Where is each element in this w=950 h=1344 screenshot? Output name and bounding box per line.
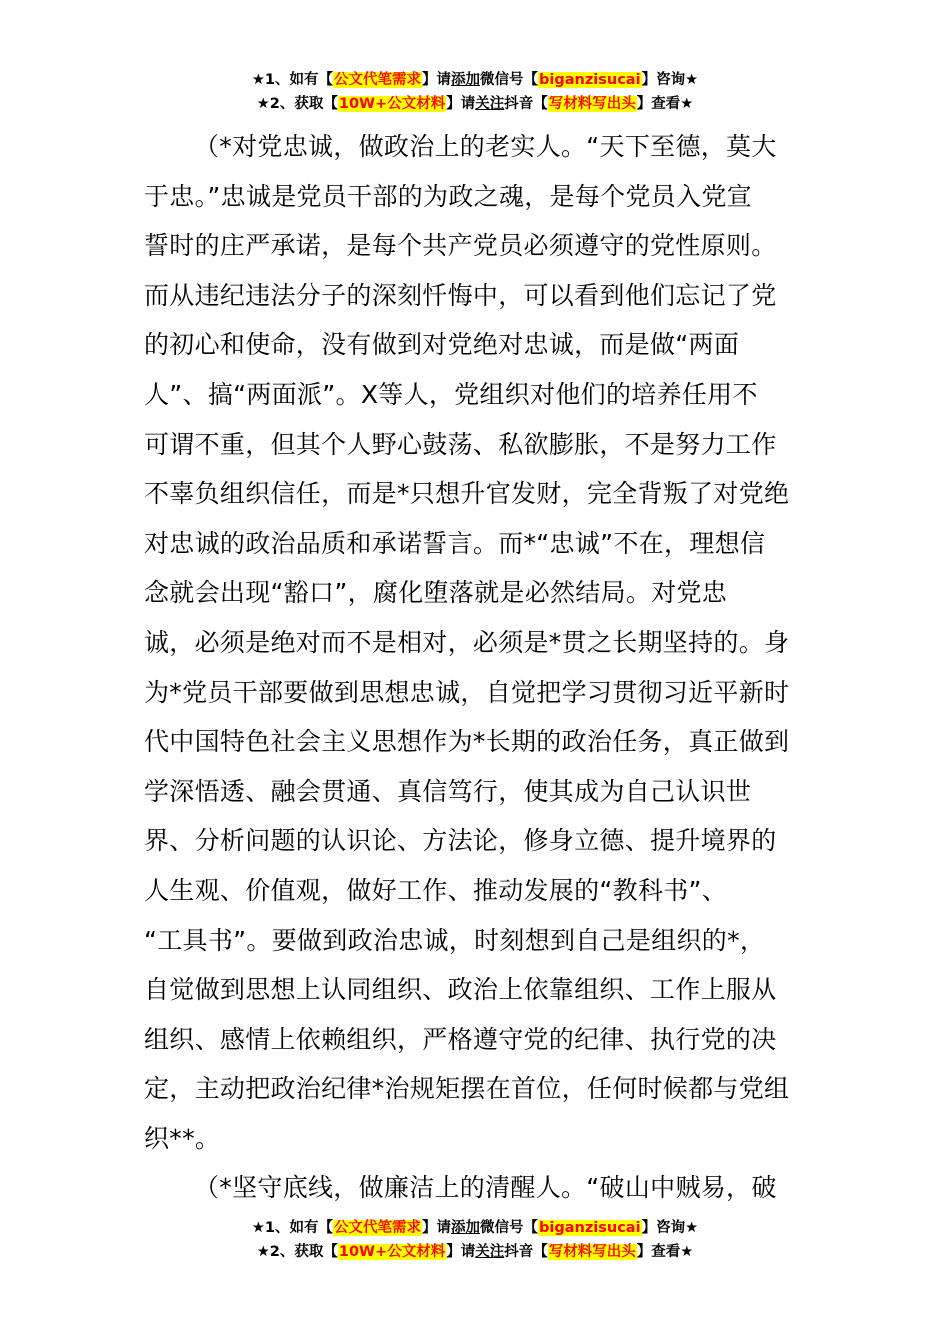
banner-text: 抖音【 bbox=[504, 1244, 548, 1260]
star-icon: ★ bbox=[251, 1220, 265, 1236]
text-line: 可谓不重，但其个人野心鼓荡、私欲膨胀，不是努力工作 bbox=[144, 429, 777, 459]
banner-line-2 bbox=[0, 92, 950, 116]
underlined-text: 关注 bbox=[475, 96, 505, 112]
underlined-text: 添加 bbox=[451, 1220, 481, 1236]
banner-text: 微信号【 bbox=[480, 72, 539, 88]
highlight-douyin-account: 写材料写出头 bbox=[548, 1244, 636, 1260]
banner-text: 2、获取【 bbox=[269, 1244, 338, 1260]
text-line: 对忠诚的政治品质和承诺誓言。而*“忠诚”不在，理想信 bbox=[144, 528, 766, 558]
banner-text: 1、如有【 bbox=[264, 1220, 334, 1236]
highlight-wechat-id: biganzisucai bbox=[539, 1220, 641, 1236]
text-line: 定，主动把政治纪律*治规矩摆在首位，任何时候都与党组 bbox=[144, 1074, 790, 1104]
text-line: 不辜负组织信任，而是*只想升官发财，完全背叛了对党绝 bbox=[144, 479, 790, 509]
banner-text: 】咨询★ bbox=[641, 1220, 699, 1236]
document-body bbox=[144, 122, 814, 1213]
text-line: 界、分析问题的认识论、方法论，修身立德、提升境界的 bbox=[144, 826, 777, 856]
banner-text: 】请 bbox=[446, 1244, 476, 1260]
text-line: 念就会出现“豁口”，腐化堕落就是必然结局。对党忠 bbox=[144, 578, 728, 608]
highlight-materials: 10W+公文材料 bbox=[338, 1244, 446, 1260]
banner-text: 1、如有【 bbox=[264, 72, 334, 88]
banner-text: 微信号【 bbox=[480, 1220, 539, 1236]
text-line: 代中国特色社会主义思想作为*长期的政治任务，真正做到 bbox=[144, 727, 790, 757]
text-line: （*坚守底线，做廉洁上的清醒人。“破山中贼易，破 bbox=[194, 1173, 777, 1203]
banner-text: 】请 bbox=[422, 72, 452, 88]
banner-line-1 bbox=[0, 1216, 950, 1240]
text-line: 的初心和使命，没有做到对党绝对忠诚，而是做“两面 bbox=[144, 330, 740, 360]
header-banner bbox=[0, 68, 950, 116]
text-line: 人生观、价值观，做好工作、推动发展的“教科书”、 bbox=[144, 875, 728, 905]
banner-line-1 bbox=[0, 68, 950, 92]
star-icon: ★ bbox=[256, 96, 270, 112]
text-line: 织**。 bbox=[144, 1123, 221, 1153]
text-line: 诚，必须是绝对而不是相对，必须是*贯之长期坚持的。身 bbox=[144, 627, 790, 657]
banner-text: 】咨询★ bbox=[641, 72, 699, 88]
text-line: （*对党忠诚，做政治上的老实人。“天下至德，莫大 bbox=[194, 132, 777, 161]
banner-text: 抖音【 bbox=[504, 96, 548, 112]
text-line: 而从违纪违法分子的深刻忏悔中，可以看到他们忘记了党 bbox=[144, 280, 777, 310]
text-line: “工具书”。要做到政治忠诚，时刻想到自己是组织的*， bbox=[144, 925, 766, 955]
text-line: 组织、感情上依赖组织，严格遵守党的纪律、执行党的决 bbox=[144, 1024, 777, 1054]
highlight-service: 公文代笔需求 bbox=[334, 1220, 422, 1236]
highlight-materials: 10W+公文材料 bbox=[338, 96, 446, 112]
banner-text: 】查看★ bbox=[636, 1244, 694, 1260]
star-icon: ★ bbox=[256, 1244, 270, 1260]
star-icon: ★ bbox=[251, 72, 265, 88]
text-line: 为*党员干部要做到思想忠诚，自觉把学习贯彻习近平新时 bbox=[144, 677, 790, 707]
text-line: 誓时的庄严承诺，是每个共产党员必须遵守的党性原则。 bbox=[144, 231, 777, 261]
text-line: 于忠。”忠诚是党员干部的为政之魂，是每个党员入党宣 bbox=[144, 181, 752, 211]
text-line: 自觉做到思想上认同组织、政治上依靠组织、工作上服从 bbox=[144, 975, 777, 1005]
text-line: 学深悟透、融会贯通、真信笃行，使其成为自己认识世 bbox=[144, 776, 752, 806]
underlined-text: 关注 bbox=[475, 1244, 505, 1260]
highlight-douyin-account: 写材料写出头 bbox=[548, 96, 636, 112]
footer-banner bbox=[0, 1216, 950, 1264]
highlight-service: 公文代笔需求 bbox=[334, 72, 422, 88]
banner-text: 】查看★ bbox=[636, 96, 694, 112]
banner-text: 】请 bbox=[422, 1220, 452, 1236]
highlight-wechat-id: biganzisucai bbox=[539, 72, 641, 88]
underlined-text: 添加 bbox=[451, 72, 481, 88]
text-line: 人”、搞“两面派”。X等人，党组织对他们的培养任用不 bbox=[144, 379, 758, 409]
banner-text: 2、获取【 bbox=[269, 96, 338, 112]
banner-line-2 bbox=[0, 1240, 950, 1264]
banner-text: 】请 bbox=[446, 96, 476, 112]
